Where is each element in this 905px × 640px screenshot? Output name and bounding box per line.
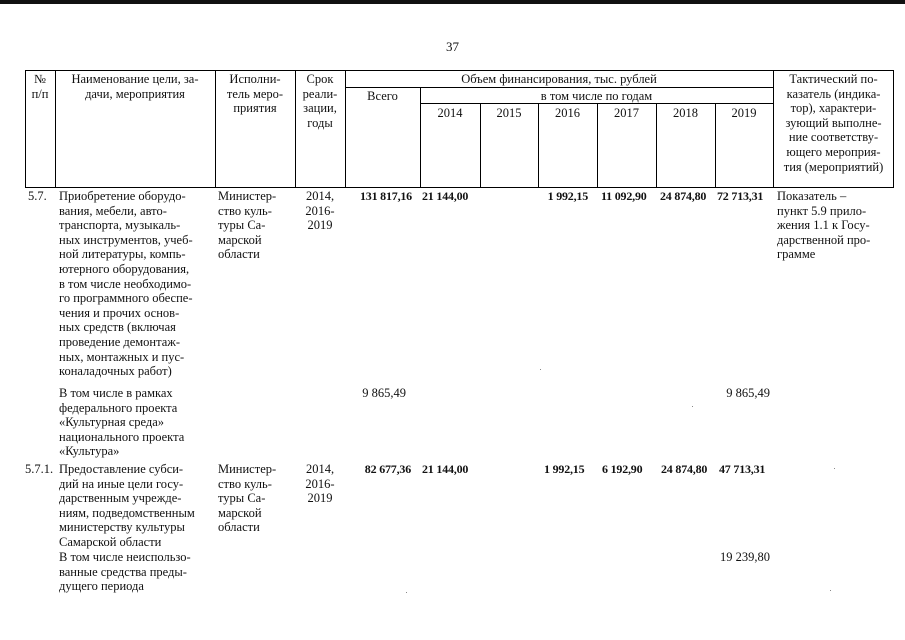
row-5-7-2018: 24 874,80	[660, 189, 707, 203]
row-5-7-1-term: 2014, 2016- 2019	[305, 462, 335, 506]
header-num: № п/п	[31, 72, 49, 101]
row-5-7-1-total: 82 677,36	[364, 462, 411, 476]
table-border-top	[25, 70, 894, 71]
header-year-2015: 2015	[496, 106, 522, 120]
row-5-7-2019: 72 713,31	[717, 189, 764, 203]
header-year-2017: 2017	[614, 106, 639, 120]
row-5-7-1-2019: 47 713,31	[719, 462, 766, 476]
header-year-2019: 2019	[731, 106, 757, 120]
row-5-7-federal-name: В том числе в рамках федерального проекта «Культурная среда» национального проекта «Культура»	[59, 386, 185, 459]
header-indicator: Тактический по- казатель (индика- тор), характери- зующий выполне- ние соответству- ющего мероприя- тия (мероприятий)	[783, 72, 884, 174]
row-5-7-1-unused-2019: 19 239,80	[720, 550, 770, 564]
page-top-border	[0, 0, 905, 4]
row-5-7-num: 5.7.	[28, 189, 47, 203]
row-5-7-federal-total: 9 865,49	[362, 386, 406, 400]
row-5-7-1-2014: 21 144,00	[422, 462, 469, 476]
row-divider	[345, 87, 773, 88]
header-executor: Исполни- тель меро- приятия	[226, 72, 284, 116]
row-5-7-federal-2019: 9 865,49	[726, 386, 770, 400]
row-5-7-1-name: Предоставление субси- дий на иные цели госу- дарственным учрежде- ниям, подведомственным министерству культуры Самарской области	[59, 462, 195, 549]
row-5-7-1-2018: 24 874,80	[661, 462, 708, 476]
header-term: Срок реали- зации, годы	[302, 72, 338, 130]
header-name: Наименование цели, за- дачи, мероприятия	[71, 72, 199, 101]
scan-speck	[540, 369, 541, 370]
row-5-7-executor: Министер- ство куль- туры Са- марской области	[218, 189, 277, 262]
row-5-7-2014: 21 144,00	[422, 189, 469, 203]
header-by-years: в том числе по годам	[540, 89, 653, 103]
row-5-7-1-num: 5.7.1.	[25, 462, 54, 476]
row-5-7-1-executor: Министер- ство куль- туры Са- марской области	[218, 462, 277, 535]
header-funding: Объем финансирования, тыс. рублей	[461, 72, 657, 86]
header-year-2016: 2016	[555, 106, 580, 120]
row-5-7-1-unused-name: В том числе неиспользо- ванные средства преды- дущего периода	[59, 550, 191, 594]
header-year-2018: 2018	[673, 106, 698, 120]
row-5-7-2017: 11 092,90	[601, 189, 647, 203]
scan-speck	[834, 468, 835, 469]
row-5-7-name: Приобретение оборудо- вания, мебели, авто- транспорта, музыкаль- ных инструментов, учеб- ной литературы, компь- ютерного оборудования, в том числе необходимо- го программного обеспе- чения и прочих основ- ных средств (включая проведение демонтаж- ных, монтажных и пус- коналадочных работ)	[59, 189, 193, 379]
scan-speck	[830, 590, 831, 591]
row-5-7-indicator: Показатель – пункт 5.9 прило- жения 1.1 к Госу- дарственной про- грамме	[777, 189, 871, 262]
row-5-7-1-2016: 1 992,15	[544, 462, 585, 476]
page-number: 37	[446, 39, 459, 54]
row-5-7-total: 131 817,16	[359, 189, 412, 203]
row-5-7-2016: 1 992,15	[547, 189, 588, 203]
header-year-2014: 2014	[437, 106, 463, 120]
row-5-7-term: 2014, 2016- 2019	[305, 189, 335, 233]
scan-speck	[406, 592, 407, 593]
row-5-7-1-2017: 6 192,90	[602, 462, 643, 476]
header-total: Всего	[367, 89, 398, 103]
header-bottom-border	[25, 187, 894, 188]
scan-speck	[692, 406, 693, 407]
